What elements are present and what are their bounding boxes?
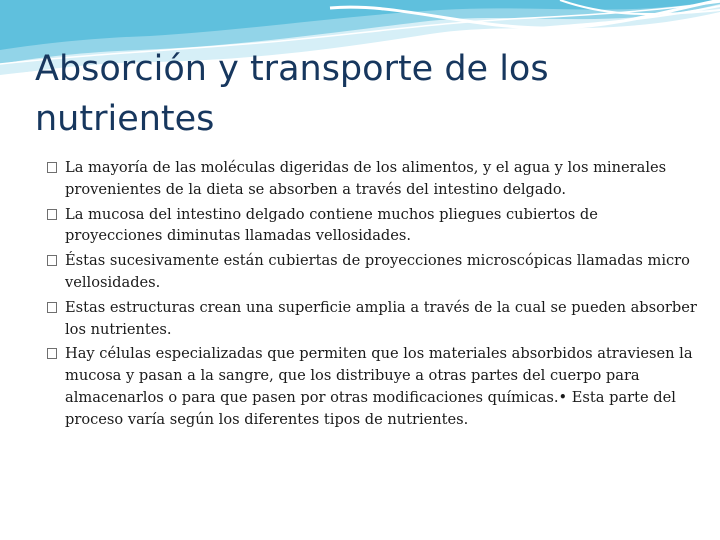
- bullet-item: [47, 297, 697, 341]
- bullet-item: [47, 250, 697, 294]
- bullet-item: [47, 157, 697, 201]
- square-bullet-icon: [47, 255, 57, 266]
- bullet-text: La mayoría de las moléculas digeridas de los alimentos, y el agua y los minerales provenientes de la dieta se absorben a través del intestino delgado.: [65, 159, 667, 198]
- bullet-text: Hay células especializadas que permiten que los materiales absorbidos atraviesen la mucosa y pasan a la sangre, que los distribuye a otras partes del cuerpo para almacenarlos o para que pasen por otras modificaciones químicas.• Esta parte del proceso varía según los diferentes tipos de nutrientes.: [65, 345, 693, 428]
- square-bullet-icon: [47, 348, 57, 359]
- bullet-list: [47, 157, 697, 434]
- bullet-item: [47, 204, 697, 248]
- slide-title: Absorción y transporte de los nutrientes: [35, 49, 549, 139]
- bullet-text: La mucosa del intestino delgado contiene muchos pliegues cubiertos de proyecciones diminutas llamadas vellosidades.: [65, 205, 598, 245]
- square-bullet-icon: [47, 162, 57, 173]
- square-bullet-icon: [47, 302, 57, 313]
- square-bullet-icon: [47, 209, 57, 220]
- bullet-text: Estas estructuras crean una superficie amplia a través de la cual se pueden absorber los nutrientes.: [65, 298, 697, 338]
- bullet-item: [47, 343, 697, 430]
- bullet-text: Éstas sucesivamente están cubiertas de proyecciones microscópicas llamadas micro vellosidades.: [65, 252, 690, 291]
